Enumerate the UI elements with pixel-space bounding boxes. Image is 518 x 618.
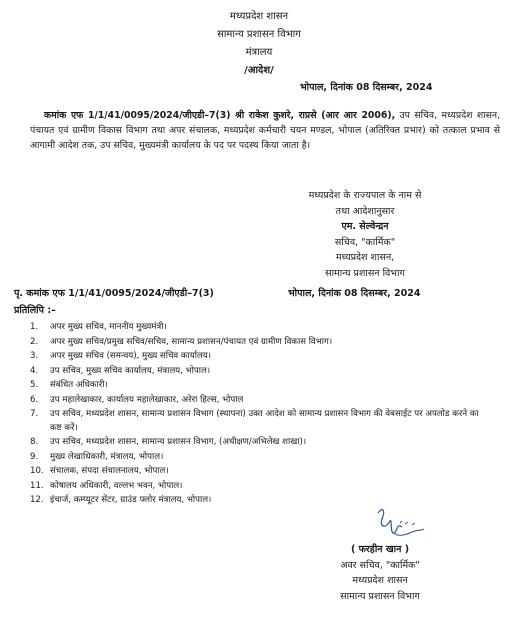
copy-item-text: अपर मुख्य सचिव (समन्वय), मुख्य सचिव कार्यालय।: [50, 351, 212, 361]
copy-item-number: 11.: [30, 480, 44, 491]
copy-item-number: 4.: [30, 365, 39, 376]
copy-item-text: इंचार्ज, कम्प्यूटर सेंटर, ग्राउंड फ्लोर मंत्रालय, भोपाल।: [50, 495, 212, 505]
copy-item: [30, 378, 480, 393]
copy-item-number: 8.: [30, 437, 39, 447]
order-date: [300, 80, 432, 93]
header-government: मध्यप्रदेश शासन: [229, 11, 289, 22]
header-department: सामान्य प्रशासन विभाग: [217, 29, 301, 40]
order-date-day: 08: [356, 82, 370, 93]
endorsement-date-suffix: दिसम्बर, 2024: [357, 288, 421, 299]
copy-item: [30, 450, 480, 465]
copy-item: [30, 393, 480, 408]
copy-item-number: 10.: [30, 466, 44, 476]
signatory2-name: ( फरहीन खान ): [350, 544, 410, 555]
signatory1-line2: तथा आदेशानुसार: [335, 205, 395, 217]
copy-item: [30, 479, 480, 494]
order-paragraph: [30, 108, 500, 153]
copy-item-number: 7.: [30, 409, 39, 419]
copy-item-text: मुख्य लेखाधिकारी, मंत्रालय, भोपाल।: [50, 451, 164, 462]
endorsement-number: पृ. कमांक एफ 1/1/41/0095/2024/जीएडी–7(3): [14, 288, 214, 299]
signatory-block-1: [250, 188, 480, 281]
copy-item: [30, 364, 480, 379]
copy-item: [30, 407, 480, 435]
signatory1-name: एम. सेल्वेन्द्रन: [341, 221, 389, 232]
copy-item-number: 6.: [30, 394, 39, 405]
copy-item-text: उप सचिव, मध्यप्रदेश शासन, सामान्य प्रशासन विभाग, (अधीक्षण/अभिलेख शाखा)।: [50, 437, 307, 447]
signatory1-designation: सचिव, "कार्मिक": [334, 236, 396, 248]
copy-item-number: 5.: [30, 380, 39, 390]
copies-list: [30, 320, 480, 508]
copy-item-text: उप सचिव, मध्यप्रदेश शासन, सामान्य प्रशासन विभाग (स्थापना) उक्त आदेश को सामान्य प्रशासन विभाग की वेबसाईट पर अपलोड करने का कष्ट करें।: [50, 409, 479, 433]
copy-item-number: 12.: [30, 495, 44, 505]
endorsement-date-prefix: भोपाल, दिनांक: [288, 288, 345, 299]
order-date-suffix: दिसम्बर, 2024: [369, 82, 433, 93]
copy-item-text: अपर मुख्य सचिव, माननीय मुख्यमंत्री।: [50, 322, 167, 332]
copy-item-text: संबंधित अधिकारी।: [50, 380, 108, 390]
copy-item-text: संचालक, संपदा संचालनालय, भोपाल।: [50, 466, 169, 476]
copy-item-number: 3.: [30, 351, 39, 361]
copy-item-text: उप सचिव, मुख्य सचिव कार्यालय, मंत्रालय, भोपाल।: [50, 365, 211, 376]
copy-item-number: 9.: [30, 451, 39, 462]
copy-item: [30, 435, 480, 450]
signatory1-government: मध्यप्रदेश शासन,: [335, 252, 395, 263]
signatory2-government: मध्यप्रदेश शासन: [352, 575, 408, 586]
signatory2-department: सामान्य प्रशासन विभाग: [340, 590, 420, 602]
copy-item: [30, 335, 480, 350]
order-body: उप सचिव, मध्यप्रदेश शासन, पंचायत एवं ग्रामीण विकास विभाग तथा अपर संचालक, मध्यप्रदेश कर्मचारी चयन मण्डल, भोपाल (अतिरिक्त प्रभार) को तत्काल प्रभाव से आगामी आदेश तक, उप सचिव, मुख्यमंत्री कार्यालय के पद पर पदस्थ किया जाता है।: [30, 110, 500, 151]
signatory-block-2: [300, 542, 460, 604]
copy-item-text: कोषालय अधिकारी, वल्लभ भवन, भोपाल।: [50, 480, 183, 491]
copy-to-label: प्रतिलिपि :–: [14, 305, 56, 316]
order-date-prefix: भोपाल, दिनांक: [300, 82, 357, 93]
header-ministry: मंत्रालय: [245, 47, 273, 58]
copy-item-number: 2.: [30, 336, 39, 347]
order-number: कमांक एफ 1/1/41/0095/2024/जीएडी–7(3): [44, 110, 231, 121]
endorsement-date-day: 08: [344, 288, 358, 299]
copy-item: [30, 349, 480, 364]
copy-item-number: 1.: [30, 322, 39, 332]
signatory1-department: सामान्य प्रशासन विभाग: [325, 267, 405, 279]
copy-item: [30, 320, 480, 335]
signatory1-line1: मध्यप्रदेश के राज्यपाल के नाम से: [308, 190, 422, 201]
header-order-title: /आदेश/: [244, 65, 274, 76]
officer-name: श्री राकेश कुशरे, राप्रसे (आर आर 2006),: [230, 110, 396, 121]
copy-item-text: अपर मुख्य सचिव/प्रमुख सचिव/सचिव, सामान्य प्रशासन/पंचायत एवं ग्रामीण विकास विभाग।: [50, 336, 333, 347]
copy-item: [30, 464, 480, 479]
copy-item-text: उप महालेखाकार, कार्यालय महालेखाकार, अरेरा हिल्स, भोपाल: [50, 394, 244, 405]
endorsement-date: [288, 286, 420, 299]
signatory2-designation: अवर सचिव, "कार्मिक": [340, 559, 420, 571]
